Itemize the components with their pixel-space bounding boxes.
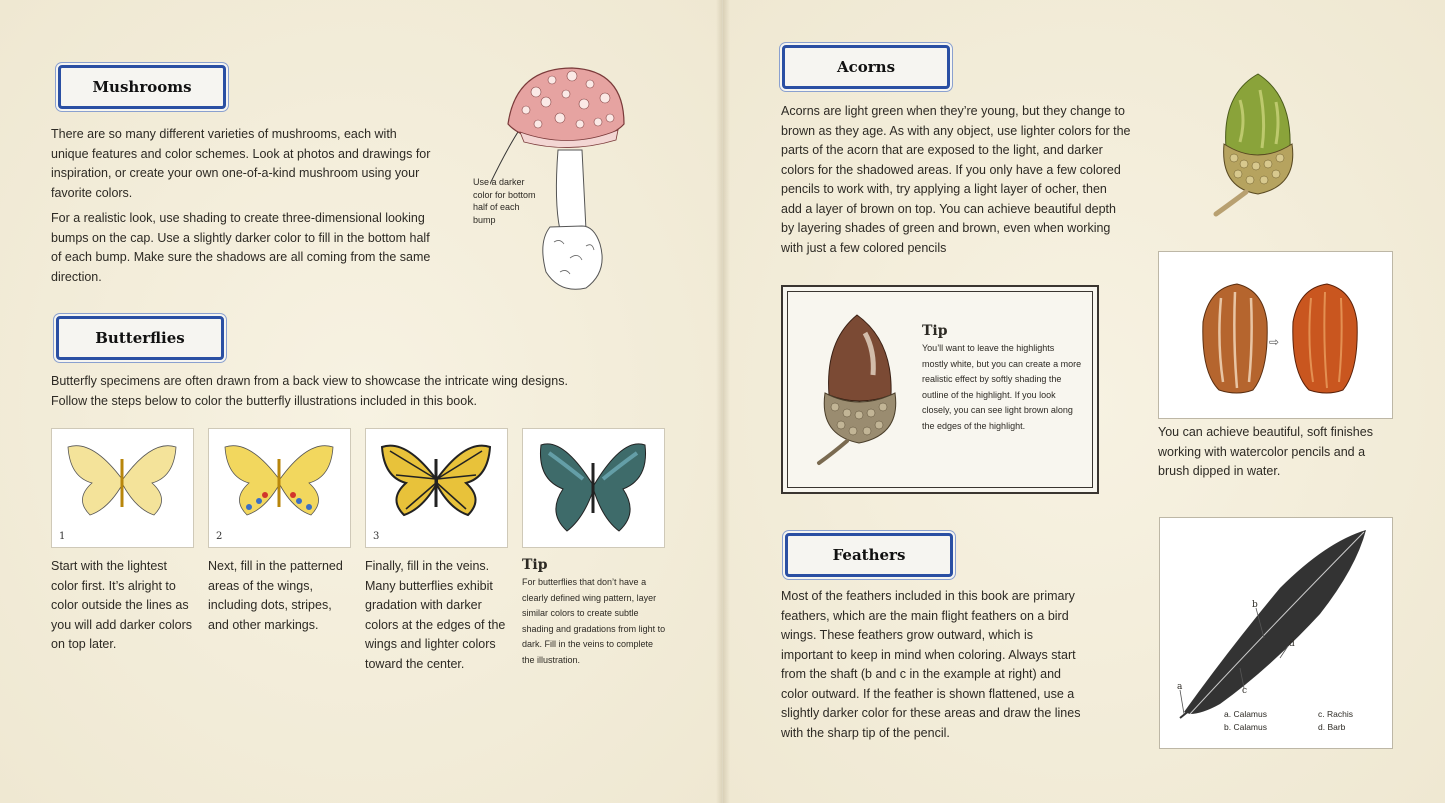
mushroom-illustration (490, 62, 630, 302)
acorn-tip-title: Tip (922, 323, 948, 339)
step-3-caption: Finally, fill in the veins. Many butterflies exhibit gradation with darker colors at the edges of the wings and lighter colors toward the center. (365, 559, 506, 671)
butterfly-4-illustration (523, 429, 664, 547)
watercolor-acorns-illustration (1159, 252, 1392, 418)
acorns-text: Acorns are light green when they’re young, but they change to brown as they age. As with any object, use lighter colors for the parts of the acorn that are exposed to the light, and darker colors for the shadowed areas. If you only have a few colored pencils to work with, try applying a light layer of ocher, then add a layer of brown on top. You can achieve beautiful depth by layering shades of green and brown, even when working with just a few colored pencils (781, 104, 1131, 255)
mushrooms-paragraph-2: For a realistic look, use shading to create three-dimensional looking bumps on the cap. Use a slightly darker color to fill in the bottom half of each bump. Make sure the shadows are all coming from the same direction. (51, 211, 431, 284)
legend-barb: d. Barb (1318, 722, 1346, 732)
butterfly-tip-text: For butterflies that don’t have a clearly defined wing pattern, layer similar colors to create subtle shading and gradations from light to dark. Fill in the veins to complete the illustration. (522, 577, 666, 665)
book-gutter (716, 0, 730, 803)
butterfly-1-illustration (52, 429, 193, 529)
feather-illustration (1160, 518, 1392, 748)
watercolor-acorn-image (1158, 251, 1393, 419)
feather-legend-col-2 (1318, 708, 1353, 734)
butterflies-title: Butterflies (95, 329, 185, 347)
feather-mark-b: b (1252, 600, 1258, 610)
feathers-text: Most of the feathers included in this book are primary feathers, which are the main flight feathers on a bird wings. These feathers grow outward, which is important to keep in mind when coloring. Always start from the shaft (b and c in the example at right) and color outward. If the feather is shown flattened, use a slightly darker color for these areas and draw the lines with the sharp tip of the pencil. (781, 589, 1081, 740)
acorn-tip-box (781, 285, 1099, 494)
green-acorn-illustration (1210, 70, 1300, 220)
legend-rachis: c. Rachis (1318, 709, 1353, 719)
butterfly-3-illustration (366, 429, 507, 529)
step-2-number: 2 (216, 531, 223, 542)
step-1-number: 1 (59, 531, 66, 542)
butterfly-tip-image (522, 428, 665, 548)
feathers-heading (785, 533, 953, 577)
feathers-title: Feathers (832, 546, 906, 564)
acorns-heading (782, 45, 950, 89)
step-3-number: 3 (373, 531, 380, 542)
mushrooms-paragraph-1: There are so many different varieties of mushrooms, each with unique features and color schemes. Look at photos and drawings for inspiration, or create your own one-of-a-kind mushroom using your favorite colors. (51, 127, 431, 200)
butterfly-step-3-image (365, 428, 508, 548)
legend-calamus-a: a. Calamus (1224, 709, 1267, 719)
svg-text:⇨: ⇨ (1269, 335, 1280, 349)
feather-mark-a: a (1177, 682, 1183, 692)
butterfly-2-illustration (209, 429, 350, 529)
legend-calamus-b: b. Calamus (1224, 722, 1267, 732)
step-1-caption: Start with the lightest color first. It’s alright to color outside the lines as you will add darker colors on top later. (51, 559, 193, 651)
mushroom-callout: Use a darker color for bottom half of each bump (473, 177, 536, 225)
butterfly-step-2-image (208, 428, 351, 548)
mushrooms-heading (58, 65, 226, 109)
acorn-tip (922, 323, 1082, 434)
brown-acorn-illustration (813, 311, 903, 471)
feather-diagram (1159, 517, 1393, 749)
feather-mark-d: d (1289, 639, 1295, 649)
butterflies-heading (56, 316, 224, 360)
butterfly-tip-title: Tip (522, 557, 548, 573)
mushrooms-title: Mushrooms (92, 78, 192, 96)
feather-mark-c: c (1242, 686, 1248, 696)
butterflies-intro: Butterfly specimens are often drawn from a back view to showcase the intricate wing designs. Follow the steps below to color the butterfly illustrations included in this book. (51, 374, 568, 408)
acorn-tip-text: You’ll want to leave the highlights mostly white, but you can create a more realistic effect by softly shading the outline of the highlight. If you look closely, you can see light brown along the edges of the highlight. (922, 343, 1082, 431)
butterfly-step-1-image (51, 428, 194, 548)
butterfly-tip (522, 557, 667, 668)
feather-legend-col-1 (1224, 708, 1267, 734)
watercolor-caption: You can achieve beautiful, soft finishes working with watercolor pencils and a brush dipped in water. (1158, 425, 1373, 478)
acorns-title: Acorns (836, 58, 896, 76)
step-2-caption: Next, fill in the patterned areas of the wings, including dots, stripes, and other markings. (208, 559, 343, 632)
mushrooms-text (51, 125, 431, 293)
